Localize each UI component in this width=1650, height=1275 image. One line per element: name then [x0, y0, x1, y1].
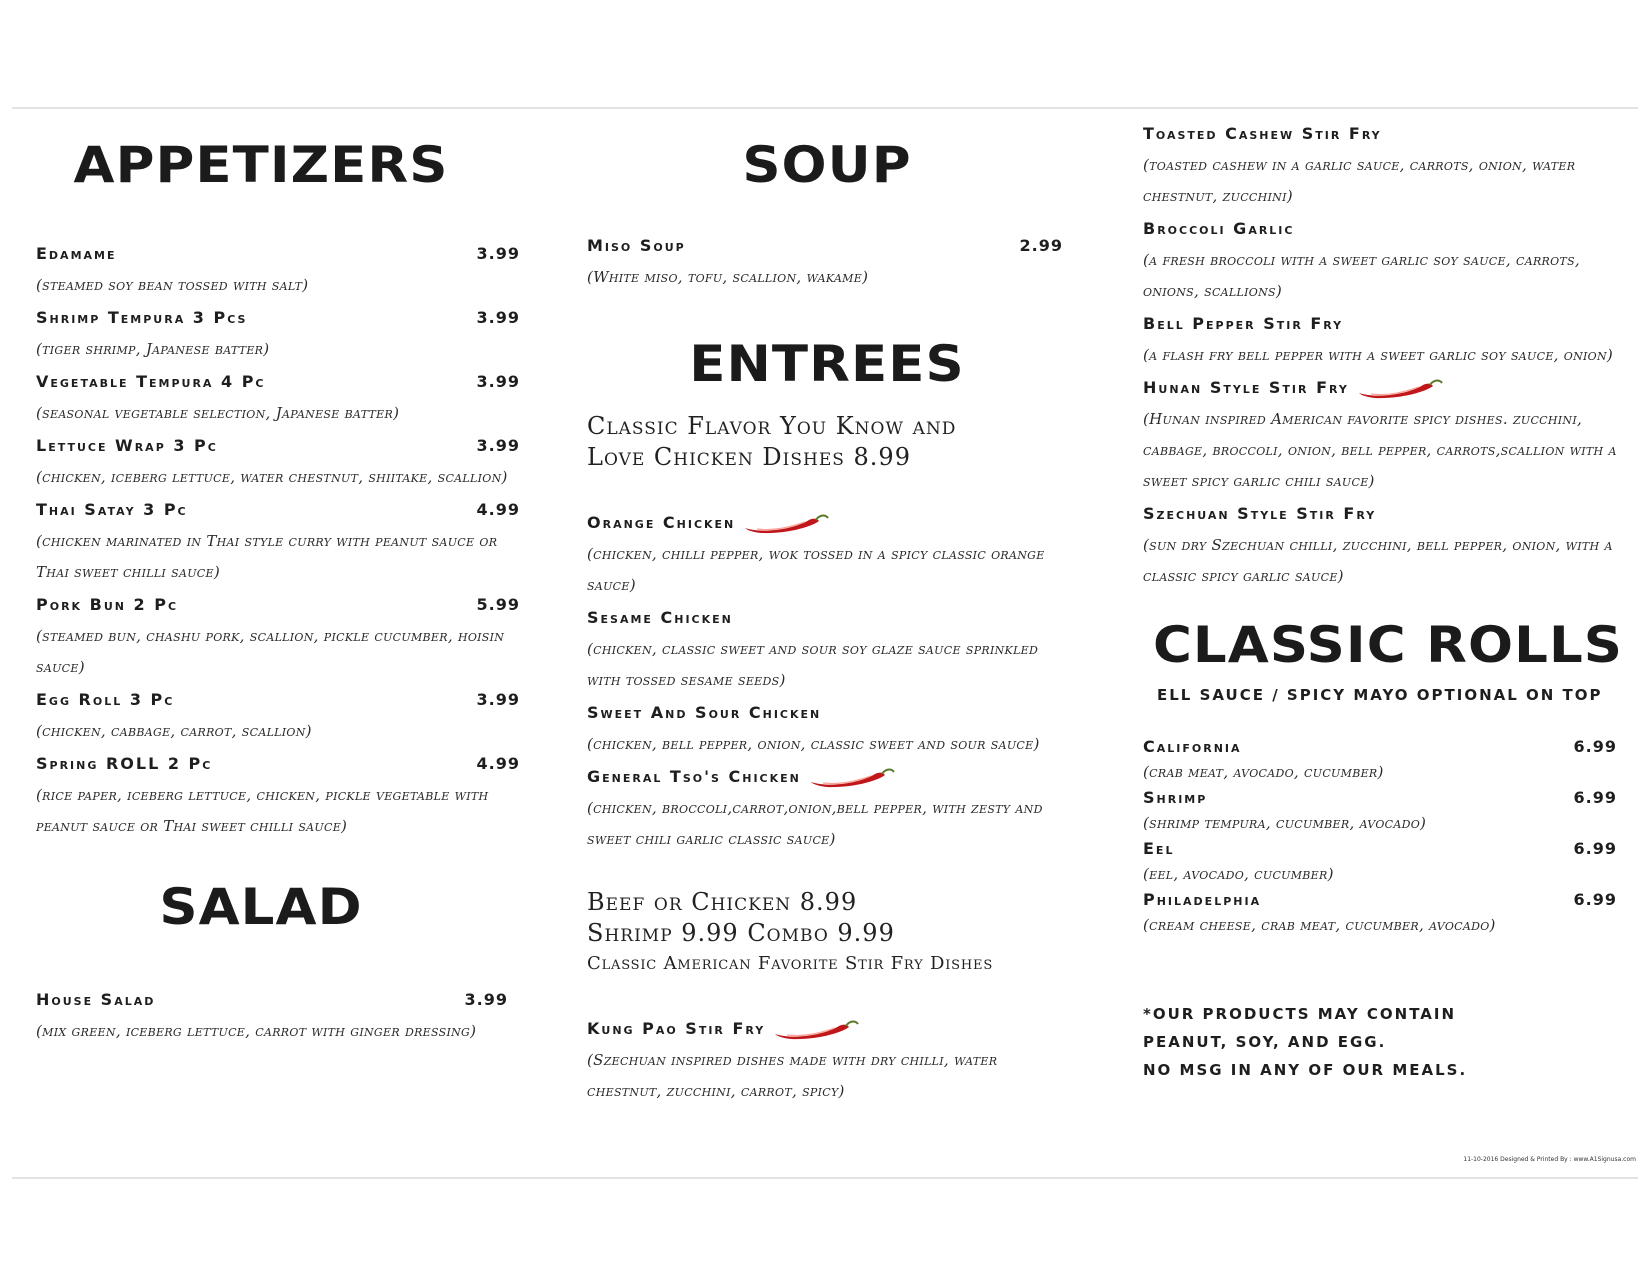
- menu-item: [587, 761, 1067, 855]
- column-stirfry-rolls: [1143, 118, 1633, 1084]
- menu-item-header: [1143, 785, 1617, 811]
- classic-rolls-heading: CLASSIC ROLLS: [1152, 616, 1624, 674]
- menu-item: [1143, 785, 1617, 836]
- salad-heading: SALAD: [159, 878, 363, 936]
- menu-item-name: General Tso's Chicken: [587, 767, 801, 786]
- menu-item-price: 6.99: [1573, 737, 1617, 756]
- chili-pepper-icon: [809, 766, 895, 788]
- menu-item-price: 4.99: [476, 500, 520, 519]
- menu-item: [1143, 118, 1623, 212]
- bottom-divider: [12, 1177, 1638, 1179]
- stirfry-price-line-2: Shrimp 9.99 Combo 9.99: [587, 919, 895, 947]
- menu-item-header: [587, 230, 1063, 262]
- menu-item-price: 2.99: [1019, 236, 1063, 255]
- menu-item-header: [587, 761, 1067, 793]
- menu-item: [36, 589, 520, 683]
- menu-item-header: [1143, 887, 1617, 913]
- menu-item: [1143, 734, 1617, 785]
- menu-item: [36, 748, 520, 842]
- menu-item-description: (sun dry Szechuan chilli, zucchini, bell pepper, onion, with a classic spicy garlic sauce): [1143, 536, 1613, 585]
- menu-item-name: Hunan Style Stir Fry: [1143, 378, 1349, 397]
- menu-item-description: (seasonal vegetable selection, Japanese batter): [36, 404, 400, 422]
- menu-item-description: (a fresh broccoli with a sweet garlic soy sauce, carrots, onions, scallions): [1143, 251, 1580, 300]
- menu-item: [36, 684, 520, 747]
- menu-item-name: Egg Roll 3 Pc: [36, 690, 175, 709]
- menu-item-description: (chicken marinated in Thai style curry with peanut sauce or Thai sweet chilli sauce): [36, 532, 498, 581]
- top-divider: [12, 107, 1638, 109]
- stirfry-list-part-1: [587, 1013, 1067, 1107]
- menu-item-price: 3.99: [476, 308, 520, 327]
- menu-item-header: [36, 984, 508, 1016]
- menu-item-price: 6.99: [1573, 890, 1617, 909]
- rolls-list: [1143, 734, 1617, 938]
- menu-item-header: [1143, 836, 1617, 862]
- menu-item-header: [36, 238, 520, 270]
- menu-item-header: [1143, 308, 1623, 340]
- menu-item: [1143, 498, 1623, 592]
- menu-item-name: Bell Pepper Stir Fry: [1143, 314, 1344, 333]
- menu-item-price: 3.99: [464, 990, 508, 1009]
- menu-item-description: (rice paper, iceberg lettuce, chicken, pickle vegetable with peanut sauce or Thai sweet chilli sauce): [36, 786, 489, 835]
- menu-item-name: Eel: [1143, 839, 1175, 858]
- menu-item: [36, 984, 508, 1047]
- menu-item-header: [36, 589, 520, 621]
- menu-item-header: [587, 602, 1067, 634]
- menu-item: [587, 230, 1063, 293]
- menu-item-description: (crab meat, avocado, cucumber): [1143, 763, 1384, 781]
- note-line-2: PEANUT, SOY, AND EGG.: [1143, 1033, 1387, 1051]
- rolls-sauce-subtitle: ELL SAUCE / SPICY MAYO OPTIONAL ON TOP: [1157, 686, 1603, 704]
- menu-item-description: (chicken, bell pepper, onion, classic sweet and sour sauce): [587, 735, 1040, 753]
- menu-item-name: Vegetable Tempura 4 Pc: [36, 372, 266, 391]
- designer-credit: 11-10-2016 Designed & Printed By : www.A1Signusa.com: [1463, 1156, 1636, 1163]
- menu-item-header: [1143, 118, 1623, 150]
- menu-item-header: [1143, 213, 1623, 245]
- menu-item-description: (chicken, cabbage, carrot, scallion): [36, 722, 312, 740]
- menu-item-name: California: [1143, 737, 1242, 756]
- note-line-1: *OUR PRODUCTS MAY CONTAIN: [1143, 1005, 1457, 1023]
- menu-item-name: Kung Pao Stir Fry: [587, 1019, 766, 1038]
- stirfry-tagline: Classic American Favorite Stir Fry Dishes: [587, 953, 994, 974]
- menu-item-header: [587, 1013, 1067, 1045]
- menu-item-name: Szechuan Style Stir Fry: [1143, 504, 1377, 523]
- salad-list: [36, 984, 508, 1047]
- menu-item: [1143, 836, 1617, 887]
- menu-item-name: Toasted Cashew Stir Fry: [1143, 124, 1382, 143]
- chicken-entrees-list: [587, 507, 1067, 855]
- stirfry-list-part-2: [1143, 118, 1623, 592]
- menu-item: [36, 302, 520, 365]
- menu-item-description: (Szechuan inspired dishes made with dry chilli, water chestnut, zucchini, carrot, spicy): [587, 1051, 998, 1100]
- menu-item-name: Philadelphia: [1143, 890, 1262, 909]
- menu-item-name: Broccoli Garlic: [1143, 219, 1295, 238]
- menu-item-description: (chicken, broccoli,carrot,onion,bell pepper, with zesty and sweet chili garlic classic sauce): [587, 799, 1043, 848]
- menu-item-header: [1143, 734, 1617, 760]
- menu-item-name: Miso Soup: [587, 236, 686, 255]
- menu-item-header: [36, 430, 520, 462]
- menu-item-description: (steamed soy bean tossed with salt): [36, 276, 309, 294]
- menu-item-name: Orange Chicken: [587, 513, 736, 532]
- menu-item-name: Shrimp: [1143, 788, 1208, 807]
- menu-item: [1143, 887, 1617, 938]
- chili-pepper-icon: [1357, 377, 1443, 399]
- menu-item: [587, 697, 1067, 760]
- menu-item: [1143, 372, 1623, 497]
- appetizers-heading: APPETIZERS: [73, 136, 449, 194]
- menu-item: [36, 494, 520, 588]
- menu-item-price: 4.99: [476, 754, 520, 773]
- menu-item-header: [36, 748, 520, 780]
- menu-item-price: 3.99: [476, 244, 520, 263]
- menu-item-description: (White miso, tofu, scallion, wakame): [587, 268, 869, 286]
- menu-item-header: [587, 507, 1067, 539]
- menu-item-name: Edamame: [36, 244, 117, 263]
- entrees-heading: ENTREES: [689, 335, 965, 393]
- menu-item-name: House Salad: [36, 990, 156, 1009]
- stirfry-price-line-1: Beef or Chicken 8.99: [587, 888, 858, 916]
- menu-item-description: (cream cheese, crab meat, cucumber, avocado): [1143, 916, 1496, 934]
- menu-item-description: (chicken, classic sweet and sour soy glaze sauce sprinkled with tossed sesame seeds): [587, 640, 1039, 689]
- menu-item-price: 3.99: [476, 436, 520, 455]
- classic-chicken-line-1: Classic Flavor You Know and: [587, 412, 957, 440]
- menu-item-name: Sweet And Sour Chicken: [587, 703, 822, 722]
- soup-heading: SOUP: [742, 136, 912, 194]
- menu-item-name: Lettuce Wrap 3 Pc: [36, 436, 218, 455]
- menu-item-description: (chicken, iceberg lettuce, water chestnut, shiitake, scallion): [36, 468, 508, 486]
- menu-item: [1143, 308, 1623, 371]
- menu-item-header: [36, 366, 520, 398]
- menu-item-description: (Hunan inspired American favorite spicy dishes. zucchini, cabbage, broccoli, onion, bell pepper, carrots,scallion with a sweet spicy garlic chili sauce): [1143, 410, 1617, 490]
- menu-item-description: (mix green, iceberg lettuce, carrot with ginger dressing): [36, 1022, 477, 1040]
- menu-item-name: Pork Bun 2 Pc: [36, 595, 179, 614]
- menu-item-description: (tiger shrimp, Japanese batter): [36, 340, 270, 358]
- menu-item-name: Shrimp Tempura 3 Pcs: [36, 308, 248, 327]
- menu-item-price: 3.99: [476, 690, 520, 709]
- menu-item-price: 3.99: [476, 372, 520, 391]
- menu-item-price: 6.99: [1573, 788, 1617, 807]
- menu-item: [587, 602, 1067, 696]
- menu-item-name: Sesame Chicken: [587, 608, 733, 627]
- column-appetizers-salad: [36, 110, 526, 1048]
- menu-item-header: [1143, 372, 1623, 404]
- menu-item-name: Spring ROLL 2 Pc: [36, 754, 213, 773]
- appetizers-list: [36, 238, 520, 842]
- allergen-note: [1143, 1000, 1633, 1084]
- soup-list: [587, 230, 1063, 293]
- classic-chicken-line-2: Love Chicken Dishes 8.99: [587, 443, 911, 471]
- menu-item-description: (eel, avocado, cucumber): [1143, 865, 1334, 883]
- note-line-3: NO MSG IN ANY OF OUR MEALS.: [1143, 1061, 1468, 1079]
- menu-item: [36, 366, 520, 429]
- menu-item-description: (toasted cashew in a garlic sauce, carrots, onion, water chestnut, zucchini): [1143, 156, 1576, 205]
- menu-item: [587, 1013, 1067, 1107]
- menu-item: [36, 238, 520, 301]
- menu-item-description: (a flash fry bell pepper with a sweet garlic soy sauce, onion): [1143, 346, 1614, 364]
- menu-item-header: [587, 697, 1067, 729]
- menu-item: [36, 430, 520, 493]
- chili-pepper-icon: [773, 1018, 859, 1040]
- menu-item-name: Thai Satay 3 Pc: [36, 500, 188, 519]
- menu-item: [587, 507, 1067, 601]
- menu-item-description: (shrimp tempura, cucumber, avocado): [1143, 814, 1427, 832]
- column-soup-entrees: [587, 110, 1067, 1108]
- chili-pepper-icon: [743, 512, 829, 534]
- menu-item-description: (steamed bun, chashu pork, scallion, pickle cucumber, hoisin sauce): [36, 627, 505, 676]
- menu-item-header: [36, 494, 520, 526]
- menu-item-header: [1143, 498, 1623, 530]
- menu-item-price: 6.99: [1573, 839, 1617, 858]
- menu-item-price: 5.99: [476, 595, 520, 614]
- menu-item-header: [36, 302, 520, 334]
- menu-item-header: [36, 684, 520, 716]
- menu-item: [1143, 213, 1623, 307]
- menu-item-description: (chicken, chilli pepper, wok tossed in a spicy classic orange sauce): [587, 545, 1045, 594]
